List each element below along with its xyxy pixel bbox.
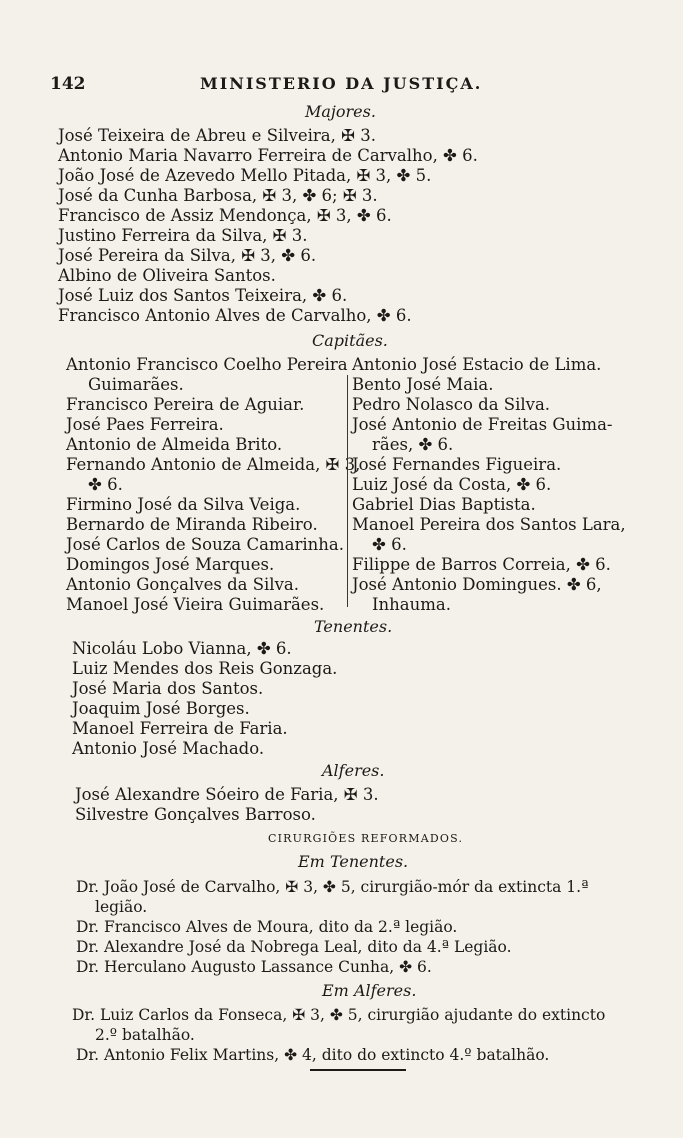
subsection-title-em-tenentes: Em Tenentes.: [298, 852, 409, 871]
list-item: Pedro Nolasco da Silva.: [352, 395, 551, 414]
list-item: José Teixeira de Abreu e Silveira, ✠ 3.: [58, 126, 376, 145]
list-item: legião.: [95, 898, 148, 916]
section-title-cirurgioes: CIRURGIÕES REFORMADOS.: [268, 832, 464, 845]
list-item: Manoel José Vieira Guimarães.: [66, 595, 325, 614]
list-item: Antonio José Estacio de Lima.: [352, 355, 602, 374]
list-item: ✤ 6.: [372, 535, 407, 554]
list-item: Nicoláu Lobo Vianna, ✤ 6.: [72, 639, 292, 658]
list-item: Albino de Oliveira Santos.: [58, 266, 276, 285]
list-item: José Carlos de Souza Camarinha.: [66, 535, 344, 554]
list-item: Antonio Gonçalves da Silva.: [66, 575, 299, 594]
page-number: 142: [50, 74, 86, 94]
list-item: Guimarães.: [88, 375, 184, 394]
list-item: Antonio Francisco Coelho Pereira: [66, 355, 348, 374]
list-item: Dr. Francisco Alves de Moura, dito da 2.ª legião.: [76, 918, 458, 936]
section-title-tenentes: Tenentes.: [314, 617, 393, 636]
end-rule: [310, 1069, 406, 1071]
column-divider: [347, 375, 348, 607]
list-item: rães, ✤ 6.: [372, 435, 454, 454]
list-item: José Luiz dos Santos Teixeira, ✤ 6.: [58, 286, 348, 305]
list-item: Inhauma.: [372, 595, 451, 614]
list-item: Luiz Mendes dos Reis Gonzaga.: [72, 659, 338, 678]
list-item: Dr. Herculano Augusto Lassance Cunha, ✤ 6.: [76, 958, 432, 976]
list-item: José Pereira da Silva, ✠ 3, ✤ 6.: [58, 246, 317, 265]
list-item: Bento José Maia.: [352, 375, 494, 394]
list-item: Dr. Antonio Felix Martins, ✤ 4, dito do extincto 4.º batalhão.: [76, 1046, 550, 1064]
list-item: Firmino José da Silva Veiga.: [66, 495, 301, 514]
subsection-title-em-alferes: Em Alferes.: [322, 981, 417, 1000]
list-item: Antonio Maria Navarro Ferreira de Carvalho, ✤ 6.: [58, 146, 478, 165]
list-item: Francisco Antonio Alves de Carvalho, ✤ 6.: [58, 306, 412, 325]
list-item: Francisco de Assiz Mendonça, ✠ 3, ✤ 6.: [58, 206, 392, 225]
list-item: Fernando Antonio de Almeida, ✠ 3,: [66, 455, 361, 474]
list-item: José Paes Ferreira.: [66, 415, 224, 434]
list-item: Dr. João José de Carvalho, ✠ 3, ✤ 5, cirurgião-mór da extincta 1.ª: [76, 878, 589, 896]
list-item: Bernardo de Miranda Ribeiro.: [66, 515, 318, 534]
list-item: José Alexandre Sóeiro de Faria, ✠ 3.: [75, 785, 379, 804]
list-item: Domingos José Marques.: [66, 555, 275, 574]
running-title: MINISTERIO DA JUSTIÇA.: [200, 74, 483, 93]
list-item: João José de Azevedo Mello Pitada, ✠ 3, ✤ 5.: [58, 166, 432, 185]
list-item: Filippe de Barros Correia, ✤ 6.: [352, 555, 611, 574]
list-item: José da Cunha Barbosa, ✠ 3, ✤ 6; ✠ 3.: [58, 186, 378, 205]
list-item: José Fernandes Figueira.: [352, 455, 562, 474]
list-item: 2.º batalhão.: [95, 1026, 195, 1044]
list-item: Gabriel Dias Baptista.: [352, 495, 536, 514]
list-item: Manoel Pereira dos Santos Lara,: [352, 515, 626, 534]
section-title-majores: Majores.: [305, 102, 376, 121]
list-item: Antonio José Machado.: [72, 739, 265, 758]
list-item: ✤ 6.: [88, 475, 123, 494]
list-item: José Maria dos Santos.: [72, 679, 264, 698]
list-item: Dr. Luiz Carlos da Fonseca, ✠ 3, ✤ 5, cirurgião ajudante do extincto: [72, 1006, 606, 1024]
list-item: Dr. Alexandre José da Nobrega Leal, dito da 4.ª Legião.: [76, 938, 512, 956]
list-item: Silvestre Gonçalves Barroso.: [75, 805, 316, 824]
list-item: José Antonio de Freitas Guima-: [352, 415, 613, 434]
list-item: Justino Ferreira da Silva, ✠ 3.: [58, 226, 308, 245]
list-item: Antonio de Almeida Brito.: [66, 435, 283, 454]
list-item: Francisco Pereira de Aguiar.: [66, 395, 305, 414]
section-title-alferes: Alferes.: [322, 761, 385, 780]
list-item: Joaquim José Borges.: [72, 699, 250, 718]
section-title-capitaes: Capitães.: [312, 331, 388, 350]
list-item: Luiz José da Costa, ✤ 6.: [352, 475, 552, 494]
list-item: Manoel Ferreira de Faria.: [72, 719, 288, 738]
page-header: [50, 74, 630, 98]
list-item: José Antonio Domingues. ✤ 6,: [352, 575, 602, 594]
